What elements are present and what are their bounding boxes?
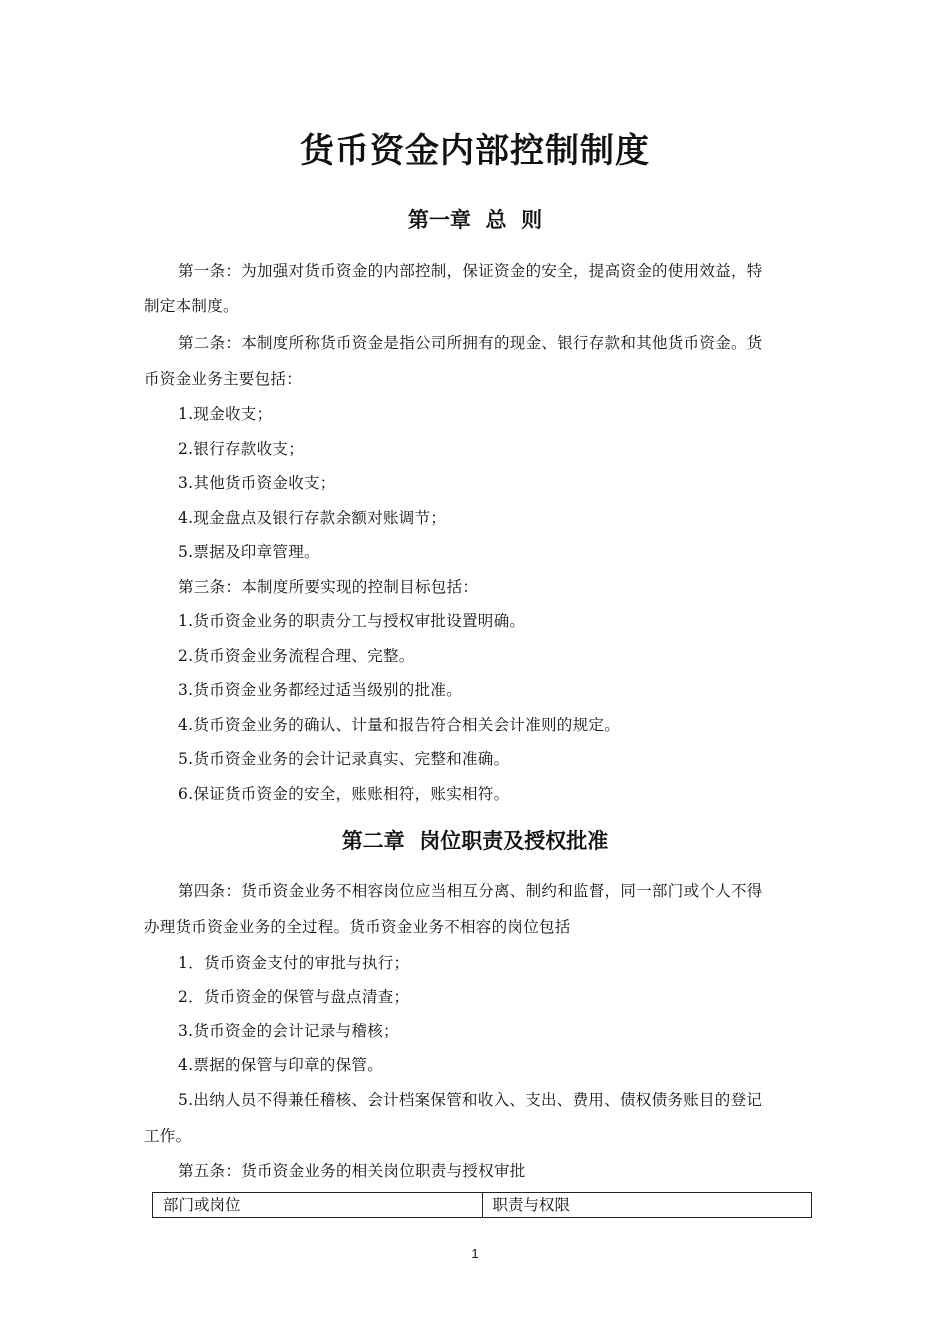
paragraph-line: 第三条：本制度所要实现的控制目标包括： [178,578,479,596]
list-item: 2.货币资金业务流程合理、完整。 [178,647,415,665]
list-item: 1．货币资金支付的审批与执行； [178,954,410,972]
paragraph-line: 办理货币资金业务的全过程。货币资金业务不相容的岗位包括 [144,918,571,936]
document-title: 货币资金内部控制制度 [300,131,650,171]
paragraph-line: 第五条：货币资金业务的相关岗位职责与授权审批 [178,1162,526,1180]
page-number: 1 [471,1246,479,1261]
list-item: 4.货币资金业务的确认、计量和报告符合相关会计准则的规定。 [178,716,620,734]
paragraph-line: 第一条：为加强对货币资金的内部控制，保证资金的安全，提高资金的使用效益，特 [178,262,763,280]
chapter-2-heading: 第二章 岗位职责及授权批准 [341,829,609,853]
list-item: 5.出纳人员不得兼任稽核、会计档案保管和收入、支出、费用、债权债务账目的登记 [178,1091,763,1109]
paragraph-line: 工作。 [144,1127,192,1145]
table-header-responsibility: 职责与权限 [482,1193,812,1217]
list-item: 3.其他货币资金收支； [178,474,336,492]
list-item: 1.现金收支； [178,405,273,423]
paragraph-line: 第二条：本制度所称货币资金是指公司所拥有的现金、银行存款和其他货币资金。货 [178,334,763,352]
list-item: 4.现金盘点及银行存款余额对账调节； [178,509,447,527]
list-item: 5.票据及印章管理。 [178,543,320,561]
list-item: 3.货币资金业务都经过适当级别的批准。 [178,681,462,699]
list-item: 2．货币资金的保管与盘点清查； [178,988,410,1006]
list-item: 4.票据的保管与印章的保管。 [178,1056,383,1074]
paragraph-line: 币资金业务主要包括： [144,370,303,388]
table-header-department: 部门或岗位 [163,1196,241,1214]
responsibility-table [152,1192,812,1218]
list-item: 5.货币资金业务的会计记录真实、完整和准确。 [178,750,510,768]
paragraph-line: 制定本制度。 [144,297,239,315]
list-item: 2.银行存款收支； [178,440,304,458]
list-item: 3.货币资金的会计记录与稽核； [178,1022,399,1040]
chapter-1-heading: 第一章 总 则 [407,208,543,232]
paragraph-line: 第四条：货币资金业务不相容岗位应当相互分离、制约和监督，同一部门或个人不得 [178,882,763,900]
list-item: 6.保证货币资金的安全，账账相符，账实相符。 [178,785,510,803]
list-item: 1.货币资金业务的职责分工与授权审批设置明确。 [178,612,526,630]
